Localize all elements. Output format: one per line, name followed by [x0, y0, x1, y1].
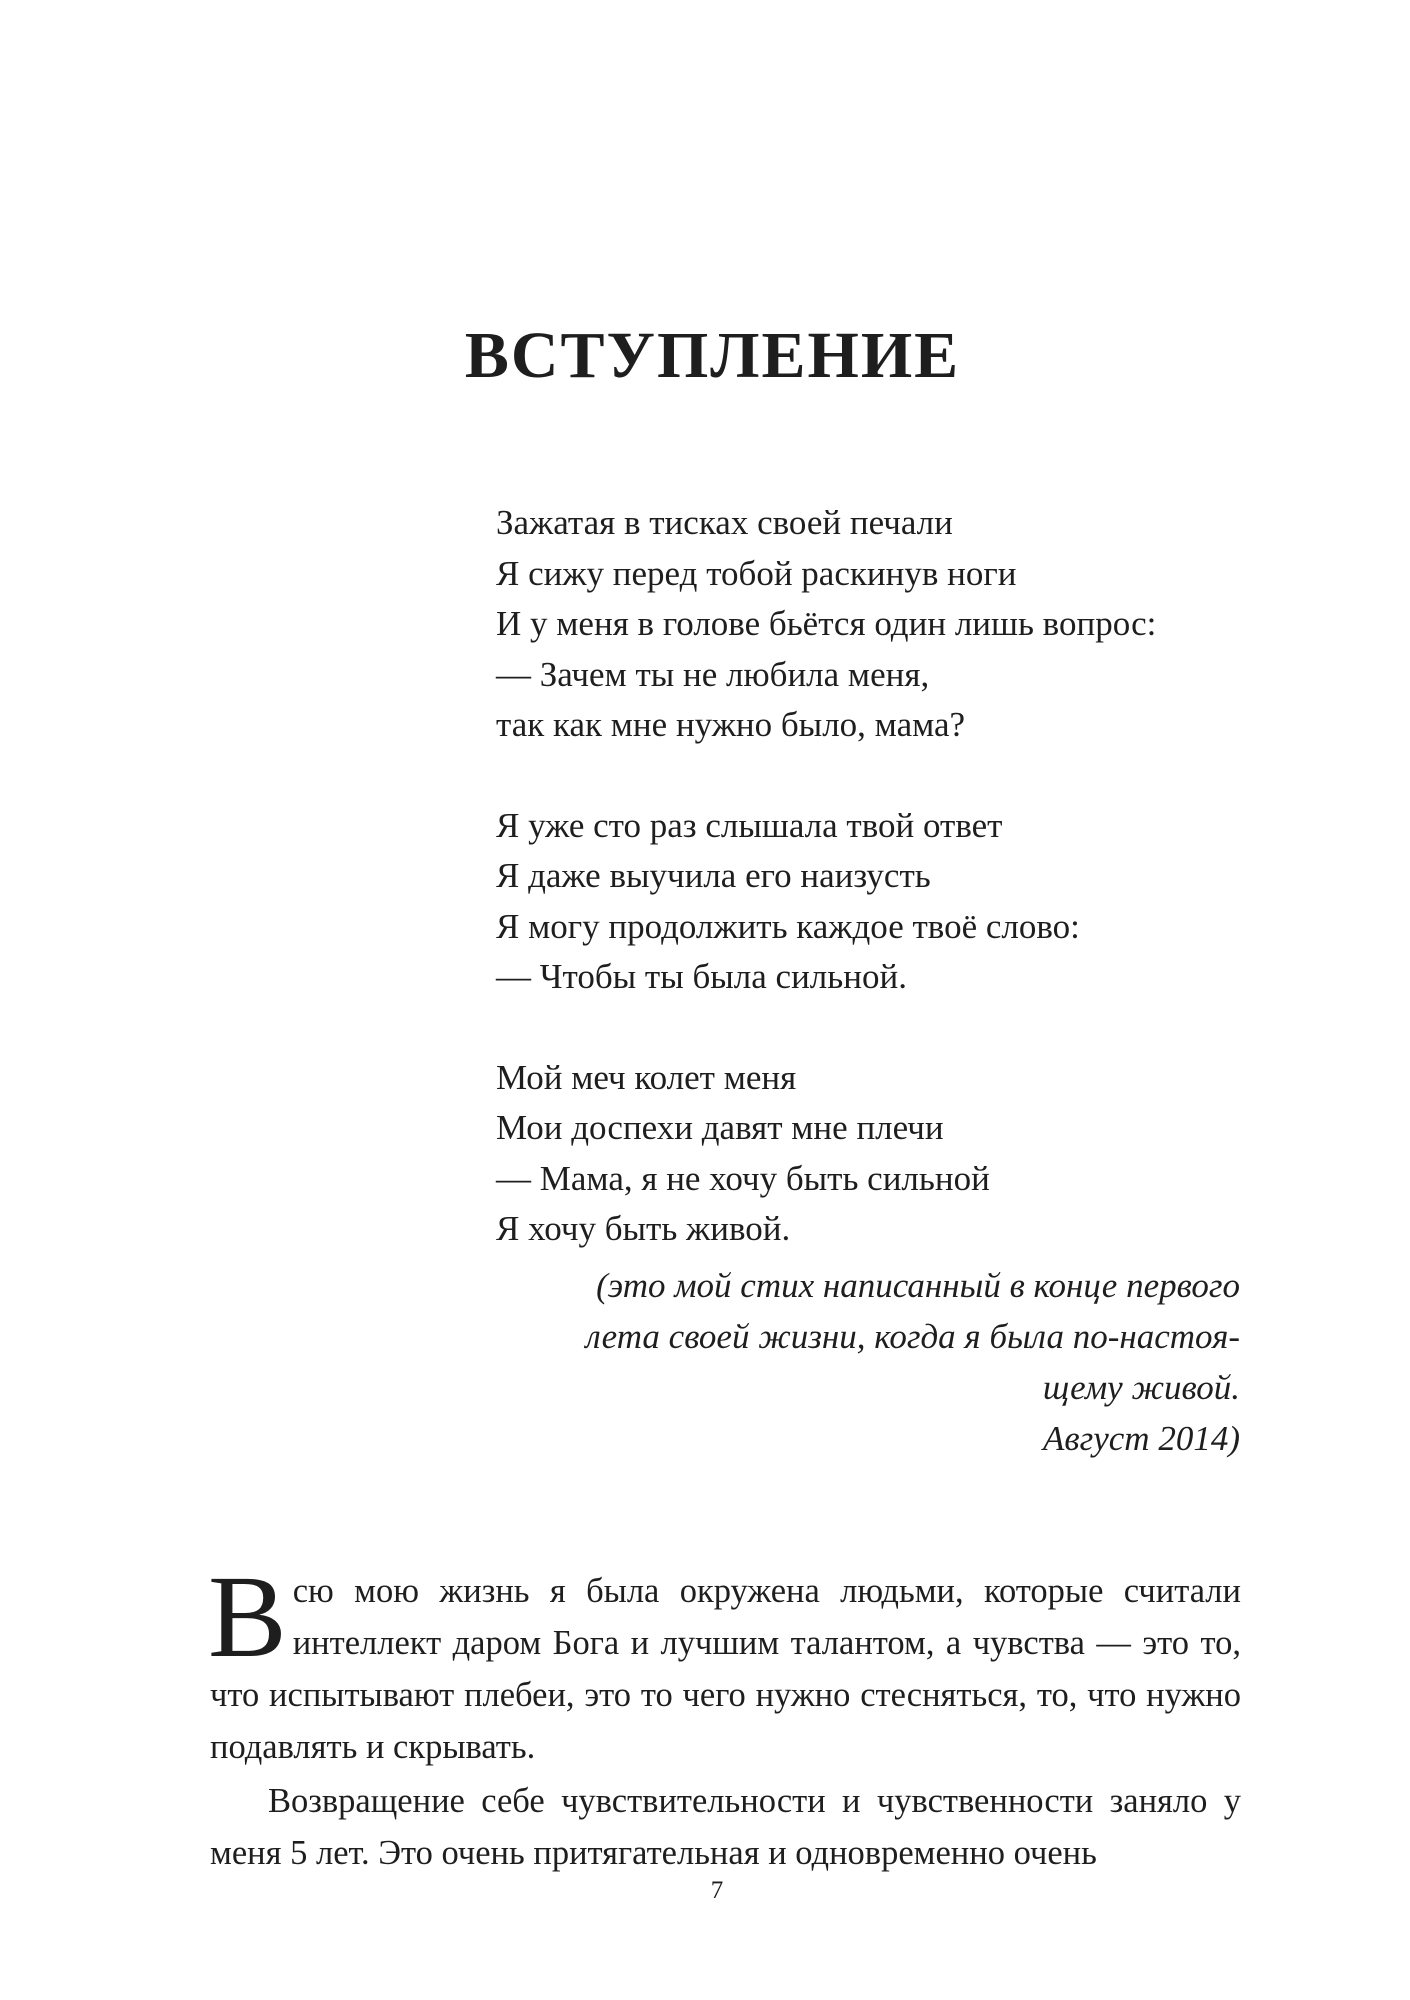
poem-line: Мой меч колет меня: [496, 1057, 797, 1097]
poem-line: — Мама, я не хочу быть сильной: [496, 1158, 990, 1198]
poem-line: Зажатая в тисках своей печали: [496, 503, 953, 542]
poem-stanza-1: [496, 498, 1256, 751]
poem-stanza-3: [496, 1053, 1256, 1255]
chapter-title: ВСТУПЛЕНИЕ: [464, 319, 961, 393]
poem-line: Мои доспехи давят мне плечи: [496, 1108, 944, 1147]
poem-line: Я даже выучила его наизусть: [496, 856, 931, 895]
paragraph-2-text: Возвращение себе чувствительности и чувственности заняло у меня 5 лет. Это очень притягательная и одновременно очень: [210, 1782, 1241, 1872]
poem-line: — Зачем ты не любила меня,: [496, 654, 930, 694]
poem-line: Я сижу перед тобой раскинув ноги: [496, 553, 1017, 593]
body-text: [208, 1551, 1241, 1879]
poem-stanza-2: [496, 801, 1256, 1003]
poem-line: И у меня в голове бьётся один лишь вопрос:: [496, 604, 1157, 643]
poem: [496, 498, 1256, 1255]
poem-line: — Чтобы ты была сильной.: [496, 957, 907, 996]
paragraph-2: [210, 1775, 1241, 1879]
poem-line: Я уже сто раз слышала твой ответ: [496, 805, 1003, 845]
poem-note-line: лета своей жизни, когда я была по-настоя-: [585, 1317, 1240, 1356]
paragraph-1-text: сю мою жизнь я была окружена людьми, которые считали интеллект даром Бога и лучшим талантом, а чувства — это то, что испытывают плебеи, это то чего нужно стесняться, то, что нужно подавлять и скрывать.: [210, 1572, 1241, 1766]
poem-line: Я могу продолжить каждое твоё слово:: [496, 906, 1080, 946]
page-number: 7: [710, 1877, 724, 1904]
paragraph-1: [208, 1551, 1241, 1773]
poem-line: Я хочу быть живой.: [496, 1209, 791, 1248]
poem-line: так как мне нужно было, мама?: [496, 705, 966, 744]
poem-note-line: щему живой.: [1042, 1368, 1240, 1407]
drop-cap: В: [208, 1551, 287, 1682]
poem-note: [480, 1260, 1240, 1464]
poem-note-date: Август 2014): [1043, 1419, 1240, 1458]
poem-note-line: (это мой стих написанный в конце первого: [596, 1266, 1240, 1305]
